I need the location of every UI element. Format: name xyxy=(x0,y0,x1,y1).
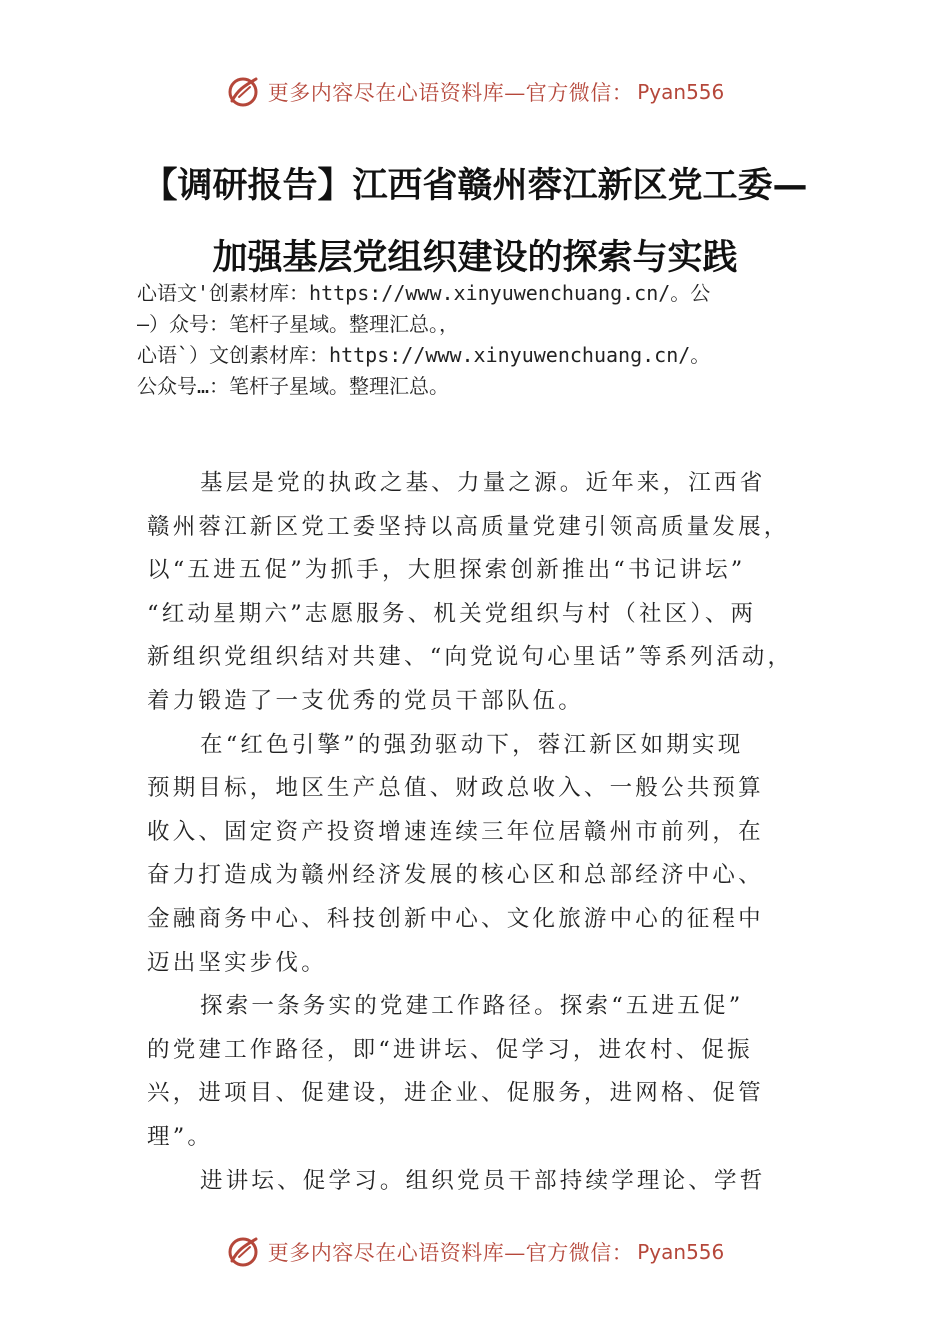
document-body xyxy=(147,462,817,1203)
text-line: 金融商务中心、科技创新中心、文化旅游中心的征程中 xyxy=(147,905,764,932)
paragraph xyxy=(147,1160,817,1204)
paragraph xyxy=(147,985,817,1159)
text-line: 理”。 xyxy=(147,1123,214,1150)
document-title-line-2: 加强基层党组织建设的探索与实践 xyxy=(212,238,738,278)
text-line: “红动星期六”志愿服务、机关党组织与村（社区）、两 xyxy=(147,600,757,627)
brush-logo-icon xyxy=(226,75,260,109)
text-line: 迈出坚实步伐。 xyxy=(147,949,327,976)
banner-wechat-id: Pyan556 xyxy=(637,80,725,104)
banner-text: 更多内容尽在心语资料库—官方微信： xyxy=(267,1241,634,1265)
text-line: 新组织党组织结对共建、“向党说句心里话”等系列活动， xyxy=(147,644,794,671)
text-line: 兴，进项目、促建设，进企业、促服务，进网格、促管 xyxy=(147,1080,764,1107)
text-line: 奋力打造成为赣州经济发展的核心区和总部经济中心、 xyxy=(147,862,764,889)
banner-wechat-id: Pyan556 xyxy=(637,1240,725,1264)
top-watermark-banner xyxy=(0,70,950,114)
text-line: 进讲坛、促学习。组织党员干部持续学理论、学哲 xyxy=(200,1167,766,1194)
text-line: 赣州蓉江新区党工委坚持以高质量党建引领高质量发展， xyxy=(147,513,790,540)
text-line: 探索一条务实的党建工作路径。探索“五进五促” xyxy=(200,993,744,1020)
text-line: 着力锻造了一支优秀的党员干部队伍。 xyxy=(147,687,584,714)
banner-text: 更多内容尽在心语资料库—官方微信： xyxy=(267,81,634,105)
text-line: 预期目标，地区生产总值、财政总收入、一般公共预算 xyxy=(147,775,764,802)
text-line: 在“红色引擎”的强劲驱动下，蓉江新区如期实现 xyxy=(200,731,744,758)
paragraph xyxy=(147,462,817,724)
text-line: 的党建工作路径，即“进讲坛、促学习，进农村、促振 xyxy=(147,1036,753,1063)
text-line: 基层是党的执政之基、力量之源。近年来，江西省 xyxy=(200,470,766,496)
document-title-line-1: 【调研报告】江西省赣州蓉江新区党工委— xyxy=(142,166,808,206)
source-note-line: —）众号：笔杆子星域。整理汇总。， xyxy=(137,312,460,336)
source-note-line: 公众号…：笔杆子星域。整理汇总。 xyxy=(137,374,450,398)
source-note xyxy=(137,278,837,402)
bottom-watermark-banner xyxy=(0,1230,950,1274)
brush-logo-icon xyxy=(226,1235,260,1269)
source-note-line: 心语文'创素材库：https://www.xinyuwenchuang.cn/。公 xyxy=(137,281,711,305)
text-line: 以“五进五促”为抓手，大胆探索创新推出“书记讲坛” xyxy=(147,557,746,584)
paragraph xyxy=(147,724,817,986)
source-note-line: 心语`）文创素材库：https://www.xinyuwenchuang.cn/。 xyxy=(137,343,711,367)
text-line: 收入、固定资产投资增速连续三年位居赣州市前列，在 xyxy=(147,818,764,845)
